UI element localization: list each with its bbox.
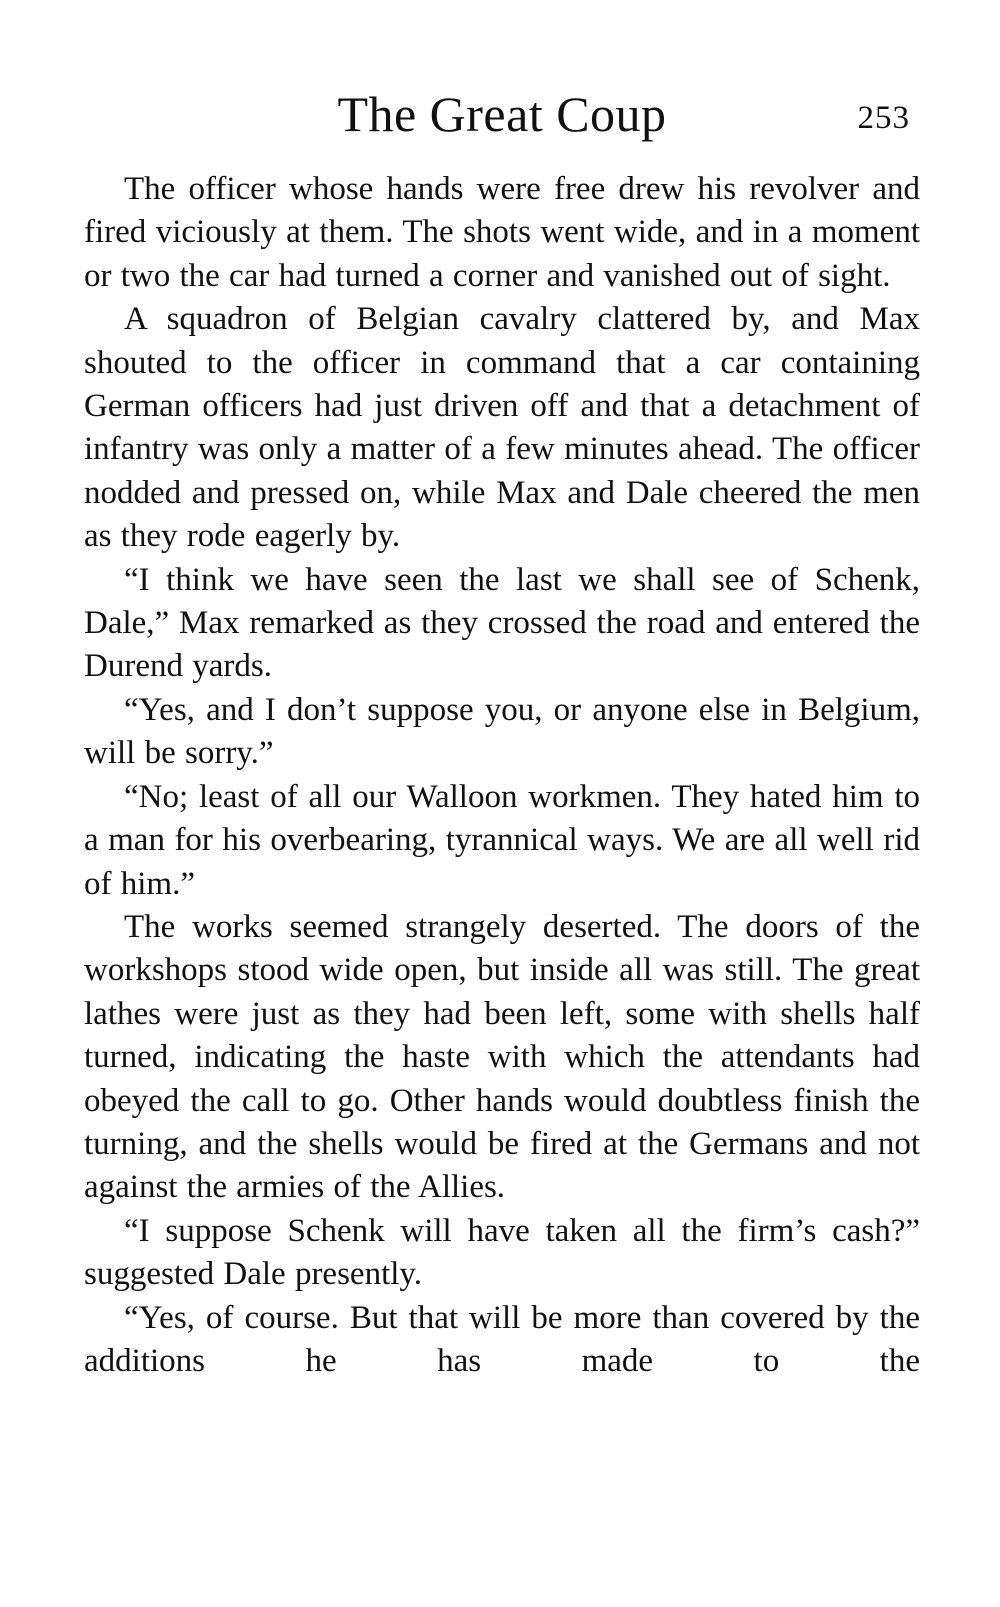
paragraph: “I think we have seen the last we shall see of Schenk, Dale,” Max remarked as they crossed the road and entered the Durend yards. <box>84 561 920 685</box>
paragraph: The works seemed strangely deserted. The doors of the workshops stood wide open, but inside all was still. The great lathes were just as they had been left, some with shells half turned, indicating the haste with which the attendants had obeyed the call to go. Other hands would doubtless finish the turning, and the shells would be fired at the Germans and not against the armies of the Allies. <box>84 908 920 1206</box>
running-title: The Great Coup <box>337 86 667 142</box>
paragraph: A squadron of Belgian cavalry clattered by, and Max shouted to the officer in command that a car containing German officers had just driven off and that a detachment of infantry was only a matter of a few minutes ahead. The officer nodded and pressed on, while Max and Dale cheered the men as they rode eagerly by. <box>84 301 920 555</box>
page-header <box>84 82 920 146</box>
paragraph-continued: “Yes, of course. But that will be more than covered by the additions he has made to the <box>84 1299 920 1379</box>
paragraph: The officer whose hands were free drew his revolver and fired viciously at them. The shots went wide, and in a moment or two the car had turned a corner and vanished out of sight. <box>84 171 920 294</box>
paragraph: “Yes, and I don’t suppose you, or anyone else in Belgium, will be sorry.” <box>84 691 920 772</box>
paragraph: “No; least of all our Walloon workmen. They hated him to a man for his overbearing, tyrannical ways. We are all well rid of him.” <box>84 778 920 902</box>
page-number: 253 <box>857 100 910 136</box>
paragraph: “I suppose Schenk will have taken all the firm’s cash?” suggested Dale presently. <box>84 1212 920 1293</box>
body-text <box>84 168 920 1383</box>
